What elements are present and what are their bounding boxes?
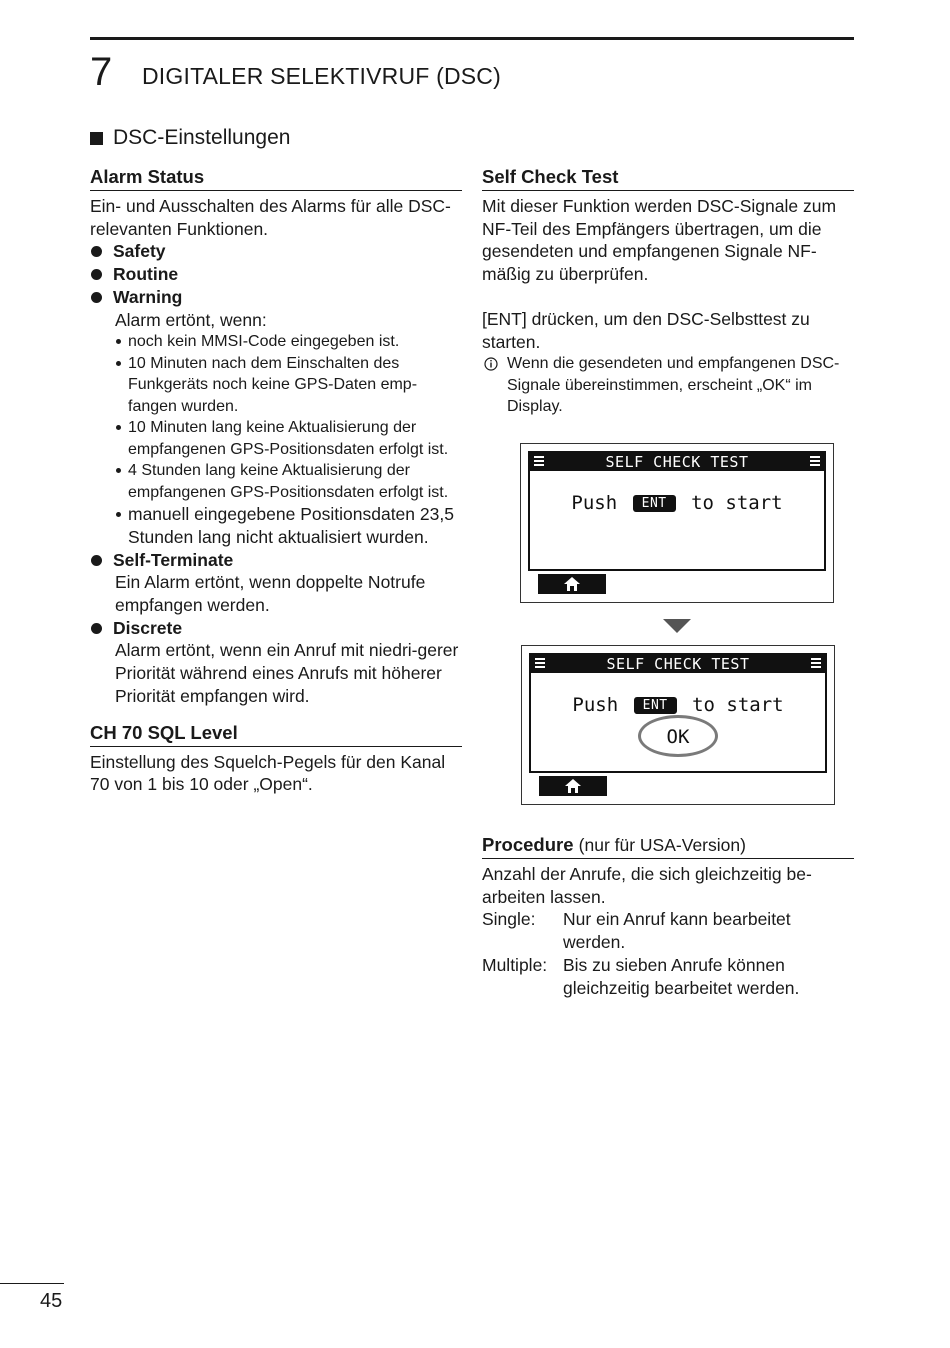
list-item: [115, 503, 462, 548]
bullet-label: Warning: [113, 286, 183, 307]
bullet-discrete: [90, 617, 462, 640]
bullet-label: Discrete: [113, 617, 183, 638]
small-dot-icon: [116, 512, 121, 517]
left-column: [90, 164, 462, 796]
lcd-display: [528, 451, 826, 571]
ent-key-label: ENT: [633, 495, 676, 512]
procedure-key: Single:: [482, 909, 536, 930]
self-terminate-text: Ein Alarm ertönt, wenn doppelte Notrufe empfangen werden.: [115, 572, 426, 616]
procedure-row: [482, 954, 854, 999]
to-start-text: to start: [692, 694, 784, 716]
bullet-label: Self-Terminate: [113, 549, 234, 570]
procedure-key: Multiple:: [482, 954, 548, 975]
list-item: [115, 353, 462, 418]
lcd-screen-after: [521, 645, 835, 805]
page-number: 45: [40, 1290, 63, 1312]
list-item: [115, 460, 462, 503]
bullet-dot-icon: [91, 246, 102, 257]
lcd-screen-before: [520, 443, 834, 603]
small-dot-icon: [116, 425, 121, 430]
lcd-titlebar: [531, 655, 825, 673]
lcd-title: SELF CHECK TEST: [605, 453, 749, 471]
lcd-display: [529, 653, 827, 773]
menu-icon: [534, 456, 544, 468]
square-bullet-icon: [90, 132, 103, 145]
push-text: Push: [571, 492, 618, 514]
home-softkey: [539, 776, 607, 796]
chapter-title: DIGITALER SELEKTIVRUF (DSC): [142, 63, 501, 89]
alarm-status-intro: Ein- und Ausschalten des Alarms für alle DSC-relevanten Funktionen.: [90, 196, 451, 239]
list-item: [115, 331, 462, 353]
procedure-text: Anzahl der Anrufe, die sich gleichzeitig be-arbeiten lassen.: [482, 864, 812, 907]
alarm-status-heading: Alarm Status: [90, 164, 462, 191]
lcd-title: SELF CHECK TEST: [606, 655, 750, 673]
note-text: Wenn die gesendeten und empfangenen DSC-Signale übereinstimmen, erscheint „OK“ im Display.: [507, 355, 840, 416]
bullet-dot-icon: [91, 555, 102, 566]
lcd-message: [531, 693, 825, 717]
bullet-dot-icon: [91, 623, 102, 634]
procedure-row: [482, 908, 854, 953]
push-text: Push: [572, 694, 619, 716]
menu-icon: [810, 456, 820, 468]
procedure-value: Nur ein Anruf kann bearbeitet werden.: [563, 909, 791, 953]
warning-list: [90, 331, 462, 548]
ch70-text: Einstellung des Squelch-Pegels für den Kanal 70 von 1 bis 10 oder „Open“.: [90, 751, 446, 795]
section-title: DSC-Einstellungen: [113, 126, 291, 149]
list-item-text: noch kein MMSI-Code eingegeben ist.: [128, 333, 400, 351]
lcd-message: [530, 491, 824, 515]
list-item-text: manuell eingegebene Positionsdaten 23,5 Stunden lang nicht aktualisiert wurden.: [128, 504, 454, 547]
procedure-value: Bis zu sieben Anrufe können gleichzeitig bearbeitet werden.: [563, 954, 800, 998]
down-arrow-icon: [663, 619, 691, 633]
chapter-number: 7: [90, 50, 113, 94]
self-check-heading: Self Check Test: [482, 164, 854, 191]
top-rule: [90, 37, 854, 40]
list-item-text: 10 Minuten nach dem Einschalten des Funkgeräts noch keine GPS-Daten emp-fangen wurden.: [128, 354, 418, 415]
procedure-title: Procedure: [482, 834, 574, 855]
bullet-dot-icon: [91, 292, 102, 303]
menu-icon: [811, 658, 821, 670]
right-column: [482, 164, 854, 418]
bullet-dot-icon: [91, 269, 102, 280]
section-heading: [90, 125, 290, 151]
to-start-text: to start: [691, 492, 783, 514]
procedure-options: [482, 908, 854, 999]
bullet-label: Routine: [113, 264, 179, 285]
small-dot-icon: [116, 361, 121, 366]
ok-highlight-ellipse: [638, 715, 718, 757]
bullet-warning: [90, 286, 462, 309]
home-icon: [565, 779, 581, 793]
bullet-safety: [90, 240, 462, 263]
self-check-text: Mit dieser Funktion werden DSC-Signale zum NF-Teil des Empfängers übertragen, um die gesendeten und empfangenen Signale NF-mäßig zu überprüfen.: [482, 196, 837, 285]
small-dot-icon: [116, 468, 121, 473]
small-dot-icon: [116, 339, 121, 344]
procedure-block: [482, 832, 854, 999]
list-item-text: 4 Stunden lang keine Aktualisierung der empfangenen GPS-Positionsdaten erfolgt ist.: [128, 462, 449, 501]
info-icon: [484, 357, 498, 371]
ok-text: OK: [666, 726, 690, 748]
ent-key-label: ENT: [634, 697, 677, 714]
bullet-label: Safety: [113, 241, 166, 262]
list-item-text: 10 Minuten lang keine Aktualisierung der empfangenen GPS-Positionsdaten erfolgt ist.: [128, 419, 449, 458]
home-icon: [564, 577, 580, 591]
discrete-text: Alarm ertönt, wenn ein Anruf mit niedri-gerer Priorität während eines Anrufs mit höherer Priorität empfangen wird.: [115, 640, 459, 706]
menu-icon: [535, 658, 545, 670]
self-check-instruction: [ENT] drücken, um den DSC-Selbsttest zu starten.: [482, 308, 810, 352]
lcd-titlebar: [530, 453, 824, 471]
bullet-self-terminate: [90, 549, 462, 572]
bullet-routine: [90, 263, 462, 286]
list-item: [115, 417, 462, 460]
home-softkey: [538, 574, 606, 594]
self-check-note: [482, 353, 854, 418]
ch70-heading: CH 70 SQL Level: [90, 720, 462, 747]
footer-rule: [0, 1283, 64, 1284]
warning-intro: Alarm ertönt, wenn:: [115, 309, 267, 330]
procedure-note: (nur für USA-Version): [578, 835, 746, 855]
procedure-heading: [482, 832, 854, 859]
